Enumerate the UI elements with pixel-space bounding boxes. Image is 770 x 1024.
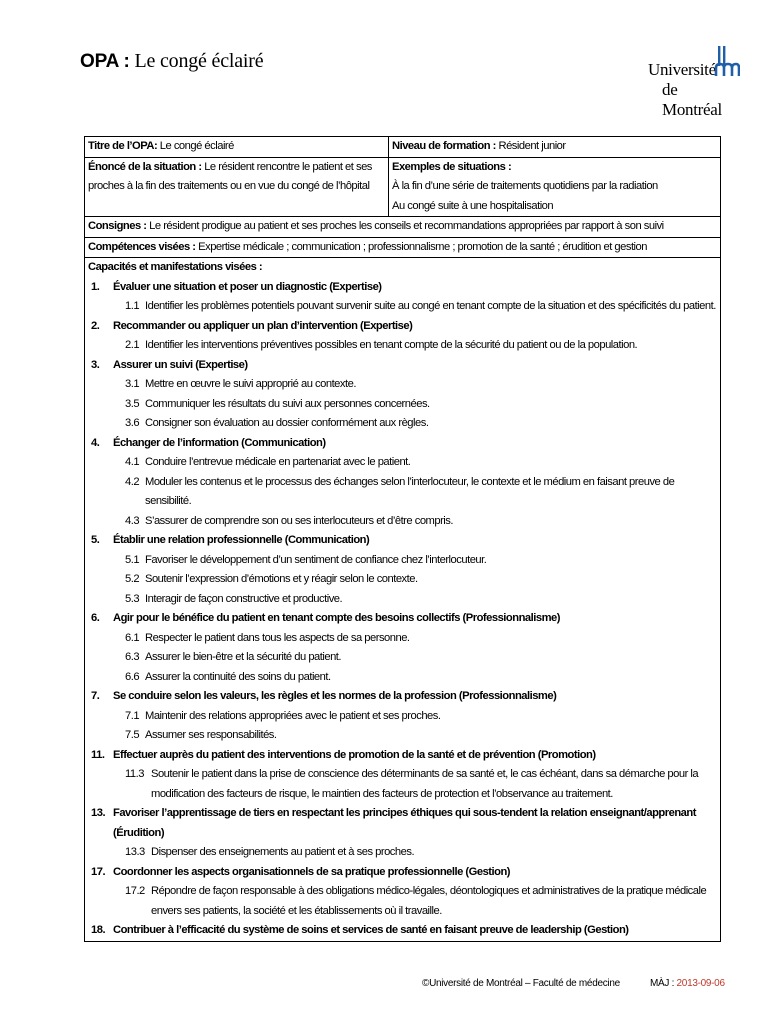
manifestation-list [113,453,717,531]
list-item [88,746,717,805]
level-value: Résident junior [498,140,566,152]
manifestation-number: 4.2 [125,475,140,488]
page-title [80,50,263,73]
manifestation-number: 7.1 [125,709,140,722]
manifestation-text: Maintenir des relations appropriées avec le patient et ses proches. [145,709,441,722]
manifestation-item [125,765,717,804]
list-item [88,863,717,922]
opa-title-value: Le congé éclairé [159,140,234,152]
manifestation-text: Assurer le bien-être et la sécurité du patient. [145,651,342,663]
university-logo [648,44,740,119]
consignes-value: Le résident prodigue au patient et ses proches les conseils et recommandations appropriées par rapport à son suivi [149,220,664,232]
consignes-label: Consignes : [88,220,147,232]
manifestation-text: Favoriser le développement d’un sentiment de confiance chez l’interlocuteur. [145,553,487,566]
title-prefix: OPA : [80,51,130,72]
manifestation-item [125,395,717,415]
capacite-title: Échanger de l’information (Communication) [113,436,326,449]
manifestation-text: S’assurer de comprendre son ou ses interlocuteurs et d’être compris. [145,514,453,527]
list-item [88,804,717,863]
capacite-title: Évaluer une situation et poser un diagnostic (Expertise) [113,280,382,293]
manifestation-list [113,375,717,434]
manifestation-item [125,668,717,688]
manifestation-list [113,765,717,804]
consignes-cell [85,217,721,238]
manifestation-number: 4.3 [125,514,140,527]
manifestation-text: Dispenser des enseignements au patient et à ses proches. [151,846,415,858]
list-item [88,921,717,941]
manifestation-text: Communiquer les résultats du suivi aux personnes concernées. [145,397,430,410]
manifestation-list [113,707,717,746]
capacite-title: Établir une relation professionnelle (Communication) [113,534,370,546]
manifestation-item [125,414,717,434]
manifestation-number: 3.6 [125,417,140,429]
manifestation-item [125,726,717,746]
manifestation-list [113,882,717,921]
capacite-title: Coordonner les aspects organisationnels de sa pratique professionnelle (Gestion) [113,865,511,878]
capacite-title: Assurer un suivi (Expertise) [113,358,248,371]
logo-line1: Université [648,60,716,79]
manifestation-item [125,590,717,610]
table-row [85,157,721,217]
capacite-number: 18. [91,924,106,936]
manifestation-item [125,648,717,668]
manifestation-number: 1.1 [125,300,140,312]
footer-copyright: ©Université de Montréal – Faculté de médecine [422,978,620,989]
manifestation-item [125,512,717,532]
manifestation-item [125,882,717,921]
manifestation-item [125,297,717,317]
manifestation-text: Moduler les contenus et le processus des échanges selon l’interlocuteur, le contexte et le médium en faisant preuve de sensibilité. [145,475,675,507]
capacite-title: Favoriser l’apprentissage de tiers en respectant les principes éthiques qui sous-tendent la relation enseignant/apprenant (Érudition) [113,807,696,839]
manifestation-number: 11.3 [125,768,144,780]
capacite-number: 11. [91,748,105,761]
capacite-number: 4. [91,436,100,449]
capacite-title: Contribuer à l’efficacité du système de soins et services de santé en faisant preuve de leadership (Gestion) [113,924,629,936]
level-cell [389,137,721,158]
opa-document [84,136,720,942]
manifestation-number: 2.1 [125,339,140,351]
manifestation-item [125,473,717,512]
manifestation-number: 3.1 [125,378,140,390]
capacite-number: 13. [91,807,106,819]
capacite-title: Se conduire selon les valeurs, les règles et les normes de la profession (Professionnalisme) [113,690,557,702]
manifestation-number: 6.1 [125,631,140,644]
capacites-cell [85,258,721,942]
capacite-number: 17. [91,865,106,878]
manifestation-number: 4.1 [125,456,140,468]
opa-title-label: Titre de l’OPA: [88,140,158,152]
example-2: Au congé suite à une hospitalisation [392,199,554,212]
manifestation-number: 6.6 [125,670,140,683]
manifestation-item [125,843,717,863]
manifestation-number: 7.5 [125,729,140,741]
logo-line2: de Montréal [662,80,722,119]
manifestation-text: Identifier les problèmes potentiels pouvant survenir suite au congé en tenant compte de la situation et des spécificités du patient. [145,300,716,312]
manifestation-item [125,453,717,473]
manifestation-text: Conduire l’entrevue médicale en partenariat avec le patient. [145,456,411,468]
capacite-number: 2. [91,319,100,332]
title-cell [85,137,389,158]
manifestation-list [113,336,717,356]
udem-emblem-icon [714,44,740,78]
title-text: Le congé éclairé [134,50,264,72]
capacite-number: 6. [91,612,100,624]
table-row [85,217,721,238]
table-row [85,258,721,942]
capacites-list [88,278,717,941]
manifestation-number: 3.5 [125,397,140,410]
situation-label: Énoncé de la situation : [88,160,202,173]
list-item [88,687,717,746]
manifestation-list [113,297,717,317]
table-row [85,137,721,158]
opa-table [84,136,721,942]
example-1: À la fin d’une série de traitements quotidiens par la radiation [392,180,658,192]
situation-cell [85,157,389,217]
manifestation-text: Assurer la continuité des soins du patient. [145,670,331,683]
capacite-number: 3. [91,358,100,371]
manifestation-number: 6.3 [125,651,140,663]
examples-cell [389,157,721,217]
manifestation-item [125,336,717,356]
manifestation-text: Interagir de façon constructive et productive. [145,592,343,605]
manifestation-number: 5.1 [125,553,140,566]
manifestation-item [125,707,717,727]
list-item [88,317,717,356]
competences-cell [85,237,721,258]
capacite-title: Effectuer auprès du patient des interventions de promotion de la santé et de prévention (Promotion) [113,748,596,761]
competences-value: Expertise médicale ; communication ; professionnalisme ; promotion de la santé ; érudition et gestion [198,240,647,253]
manifestation-list [113,629,717,688]
manifestation-number: 5.2 [125,573,140,585]
manifestation-number: 17.2 [125,885,145,897]
manifestation-item [125,629,717,649]
capacite-number: 1. [91,280,100,293]
capacites-title: Capacités et manifestations visées : [88,261,263,273]
manifestation-text: Soutenir l’expression d’émotions et y réagir selon le contexte. [145,573,418,585]
maj-date: 2013-09-06 [676,978,725,989]
manifestation-text: Respecter le patient dans tous les aspects de sa personne. [145,631,410,644]
capacite-number: 5. [91,534,100,546]
capacite-title: Agir pour le bénéfice du patient en tenant compte des besoins collectifs (Professionnalisme) [113,612,560,624]
capacite-title: Recommander ou appliquer un plan d’intervention (Expertise) [113,319,413,332]
manifestation-item [125,375,717,395]
manifestation-text: Soutenir le patient dans la prise de conscience des déterminants de sa santé et, le cas échéant, dans sa démarche pour la modification des facteurs de risque, le maintien des facteurs de protection et l’observance au traitement. [151,768,699,800]
list-item [88,531,717,609]
maj-label: MÀJ : [650,978,675,989]
manifestation-text: Consigner son évaluation au dossier conformément aux règles. [145,417,429,429]
update-date [650,978,725,989]
competences-label: Compétences visées : [88,240,196,253]
level-label: Niveau de formation : [392,140,496,152]
manifestation-item [125,570,717,590]
capacite-number: 7. [91,690,100,702]
examples-label: Exemples de situations : [392,160,512,173]
manifestation-text: Identifier les interventions préventives possibles en tenant compte de la sécurité du patient ou de la population. [145,339,638,351]
manifestation-text: Répondre de façon responsable à des obligations médico-légales, déontologiques et administratives de la pratique médicale envers ses patients, la société et les établissements où il travaille. [151,885,707,917]
list-item [88,356,717,434]
manifestation-list [113,843,717,863]
manifestation-number: 13.3 [125,846,145,858]
list-item [88,609,717,687]
manifestation-item [125,551,717,571]
manifestation-text: Mettre en œuvre le suivi approprié au contexte. [145,378,356,390]
list-item [88,278,717,317]
table-row [85,237,721,258]
situation-value: Le résident rencontre le patient et ses proches à la fin des traitements ou en vue du congé de l’hôpital [88,160,372,192]
manifestation-list [113,551,717,610]
list-item [88,434,717,532]
manifestation-text: Assumer ses responsabilités. [145,729,277,741]
manifestation-number: 5.3 [125,592,140,605]
